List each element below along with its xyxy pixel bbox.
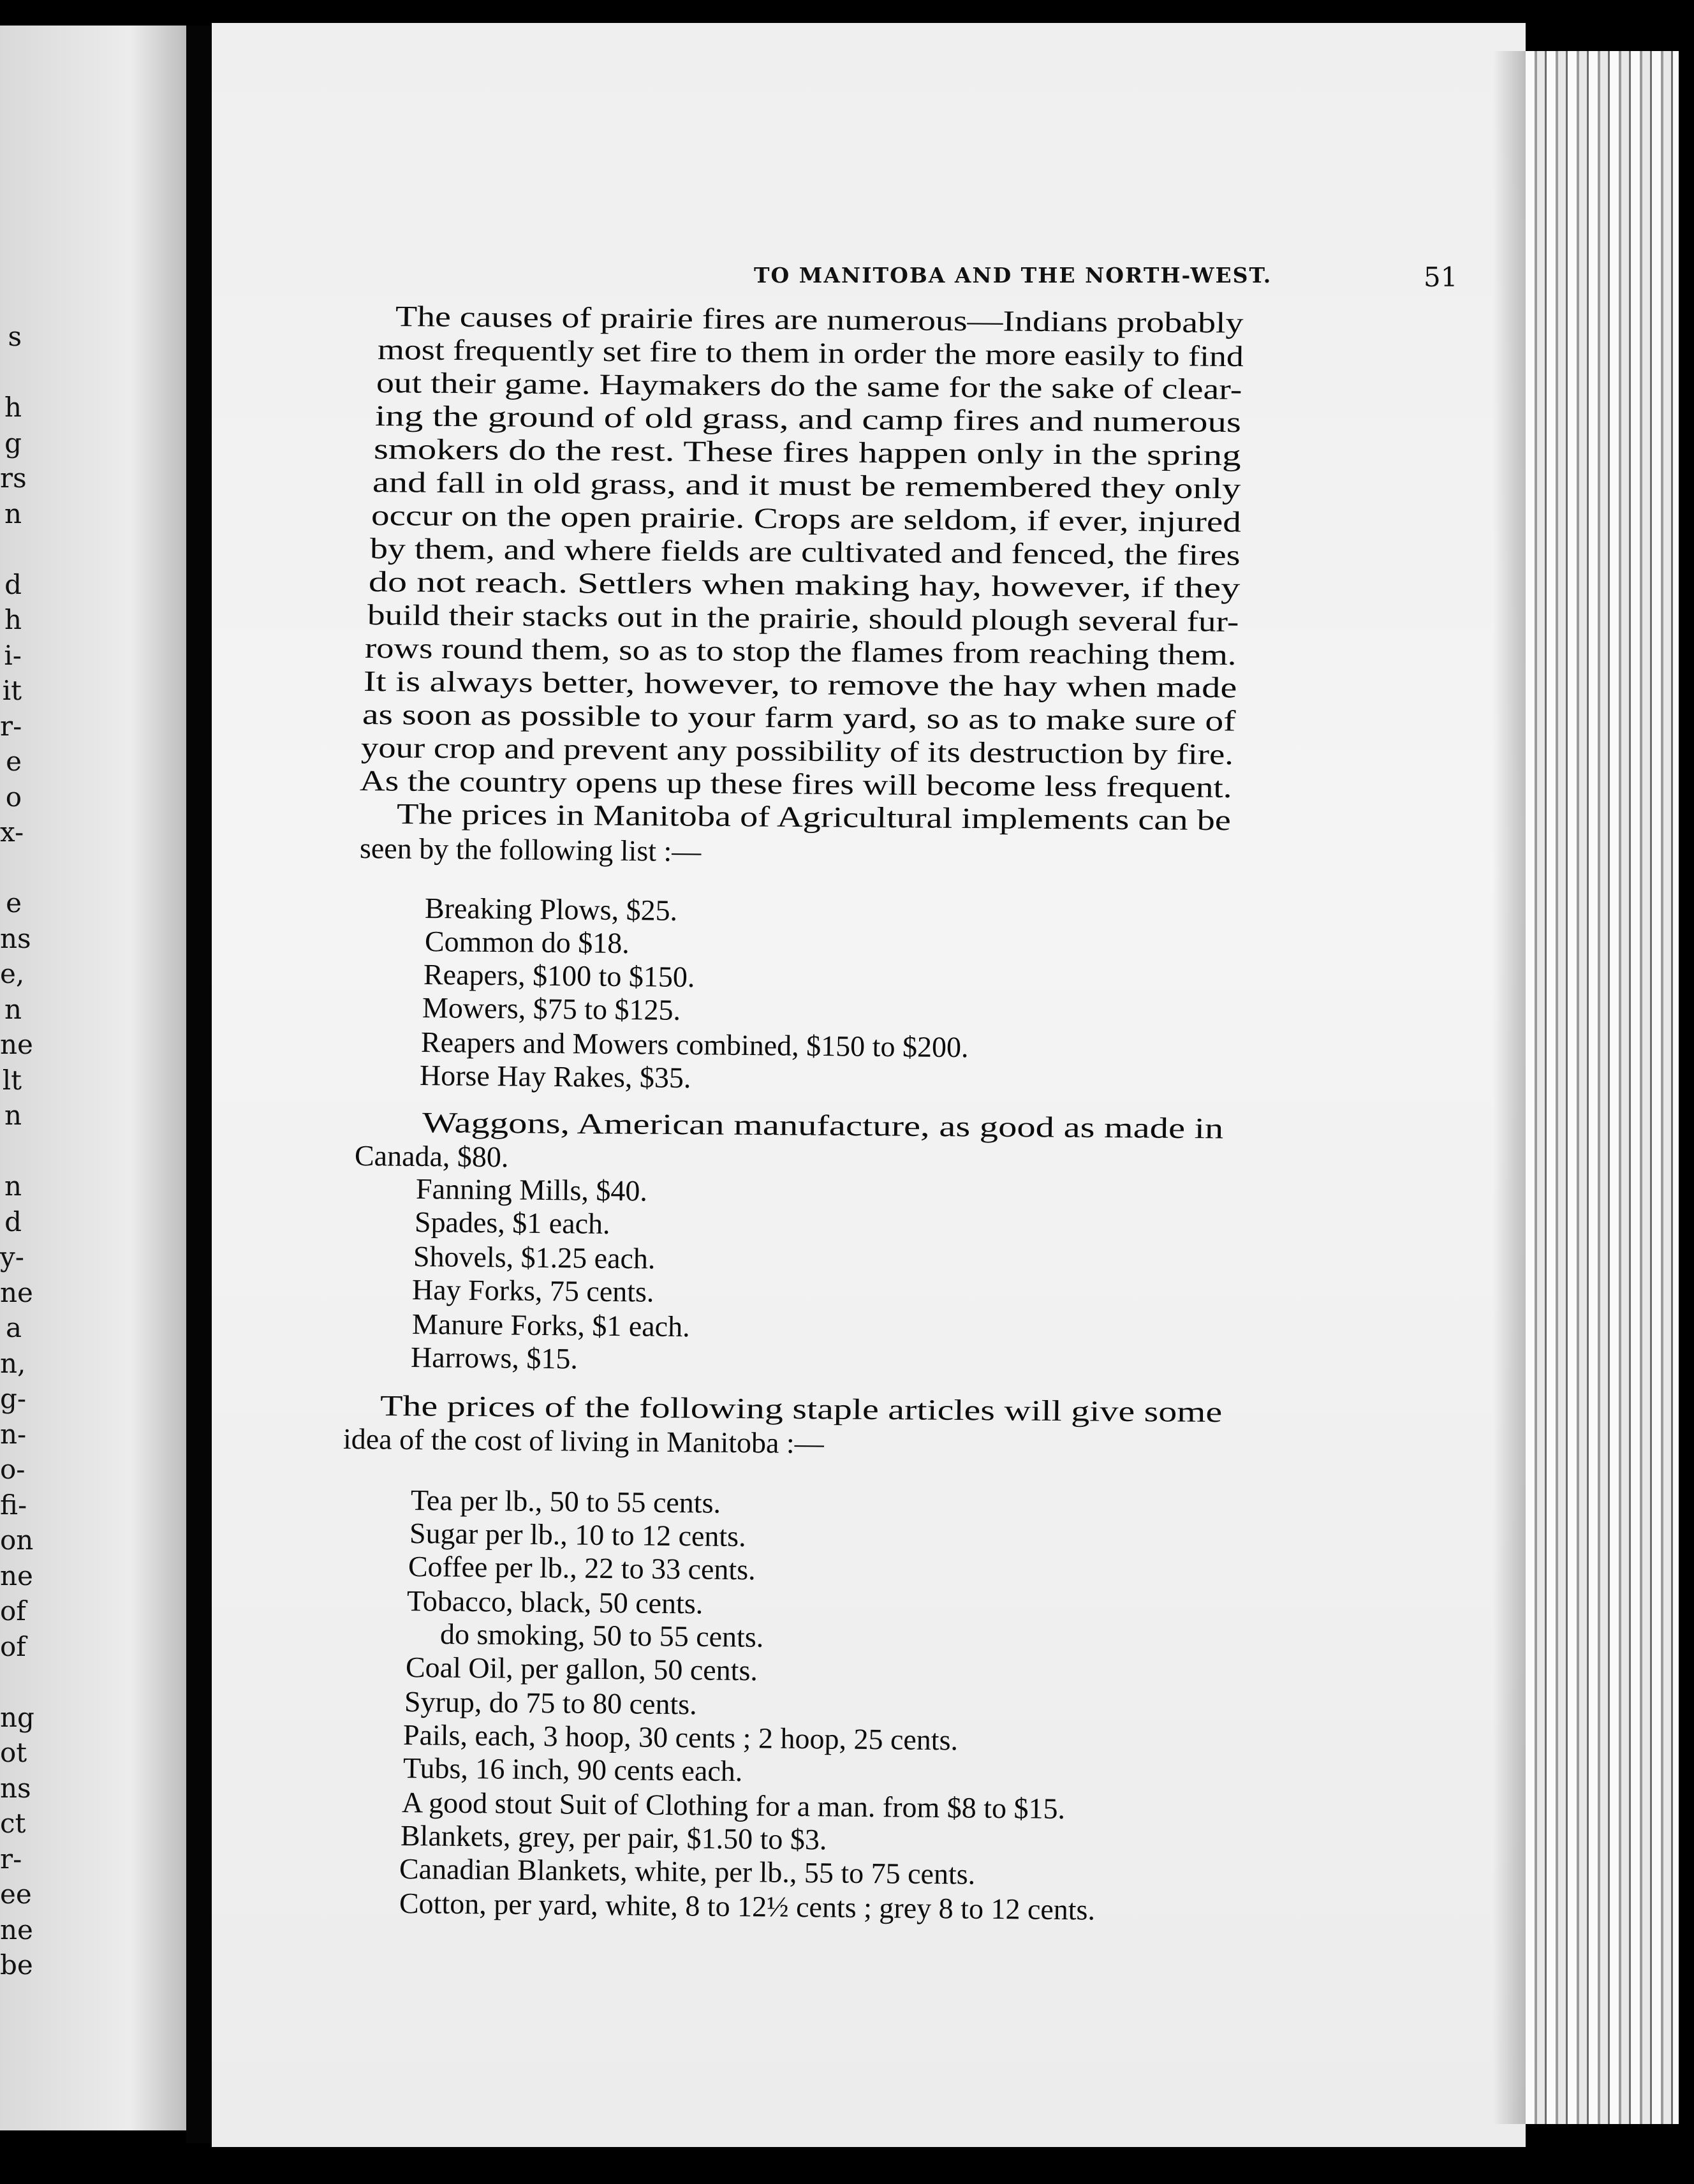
- paragraph-1-line: build their stacks out in the prairie, should plough several fur-: [367, 598, 1239, 638]
- facing-page-fragment: ne: [0, 1029, 33, 1060]
- facing-page-fragment: n: [4, 1170, 22, 1202]
- facing-page-fragment: i-: [4, 639, 22, 671]
- facing-page-fragment: g: [4, 427, 22, 459]
- facing-page-fragment: ns: [0, 1772, 31, 1804]
- staple-price-item: Syrup, do 75 to 80 cents.: [404, 1685, 697, 1721]
- staple-price-item: A good stout Suit of Clothing for a man. from $8 to $15.: [401, 1786, 1066, 1825]
- paragraph-1-line: smokers do the rest. These fires happen only in the spring: [373, 432, 1241, 472]
- facing-page-fragment: r-: [0, 1843, 22, 1875]
- facing-page-fragment: [0, 1133, 22, 1169]
- facing-page-fragment: e: [6, 887, 22, 919]
- implement-price-item: Canada, $80.: [354, 1139, 509, 1174]
- paragraph-2-line: seen by the following list :—: [359, 832, 702, 868]
- facing-page-fragment: e,: [0, 958, 25, 989]
- staple-price-item: Tea per lb., 50 to 55 cents.: [410, 1484, 721, 1519]
- page-edge-shadow: [1492, 51, 1531, 2124]
- facing-page-fragment: [0, 355, 22, 390]
- implement-price-item: Reapers and Mowers combined, $150 to $200.: [420, 1026, 969, 1064]
- implement-price-item: Breaking Plows, $25.: [424, 892, 678, 927]
- paragraph-1-line: The causes of prairie fires are numerous—Indians probably: [395, 300, 1244, 339]
- facing-page-fragment: ot: [0, 1737, 27, 1768]
- facing-page-fragment: x-: [0, 816, 24, 848]
- paragraph-1-line: rows round them, so as to stop the flames from reaching them.: [364, 631, 1237, 672]
- implement-price-item: Fanning Mills, $40.: [415, 1172, 648, 1207]
- facing-page-fragment: s: [8, 321, 22, 352]
- implement-price-item: Mowers, $75 to $125.: [422, 991, 681, 1026]
- paragraph-2-line: The prices in Manitoba of Agricultural implements can be: [396, 797, 1232, 837]
- staple-price-item: Tubs, 16 inch, 90 cents each.: [402, 1752, 743, 1788]
- paragraph-1-line: occur on the open prairie. Crops are seldom, if ever, injured: [371, 499, 1242, 538]
- paragraph-1-line: out their game. Haymakers do the same for the sake of clear-: [376, 366, 1242, 406]
- paragraph-1-line: your crop and prevent any possibility of its destruction by fire.: [360, 731, 1234, 771]
- running-head: TO MANITOBA AND THE NORTH-WEST.: [754, 263, 1272, 288]
- facing-page-fragment: h: [4, 604, 22, 635]
- page-number: 51: [1424, 262, 1458, 293]
- staple-price-item: Sugar per lb., 10 to 12 cents.: [409, 1517, 746, 1553]
- facing-page-fragment: ng: [0, 1701, 34, 1733]
- facing-page-fragment: on: [0, 1524, 34, 1556]
- facing-page-fragment: ne: [0, 1560, 33, 1591]
- facing-page-fragment: ct: [0, 1808, 26, 1839]
- staple-price-item: Coal Oil, per gallon, 50 cents.: [405, 1651, 758, 1687]
- facing-page-fragment: ne: [0, 1276, 33, 1308]
- page-edges: [1526, 51, 1679, 2124]
- facing-page-sliver: [0, 26, 186, 2130]
- paragraph-1-line: as soon as possible to your farm yard, so as to make sure of: [362, 698, 1236, 737]
- implement-price-item: Horse Hay Rakes, $35.: [419, 1059, 691, 1095]
- book-page: [212, 23, 1526, 2147]
- paragraph-1-line: and fall in old grass, and it must be remembered they only: [372, 466, 1241, 505]
- facing-page-fragment: [0, 850, 22, 886]
- facing-page-fragment: r-: [0, 710, 22, 742]
- book-gutter: [186, 26, 212, 2143]
- implement-price-item: Hay Forks, 75 cents.: [411, 1273, 654, 1308]
- facing-page-fragment: ne: [0, 1914, 33, 1945]
- facing-page-fragment: d: [4, 1206, 22, 1237]
- facing-page-fragment: o: [5, 781, 22, 813]
- facing-page-fragment: y-: [0, 1241, 24, 1273]
- implement-price-item: Harrows, $15.: [410, 1341, 578, 1375]
- facing-page-fragment: e: [6, 746, 22, 777]
- staple-price-item: Pails, each, 3 hoop, 30 cents ; 2 hoop, 25 cents.: [402, 1718, 959, 1757]
- staple-price-item: Cotton, per yard, white, 8 to 12½ cents ; grey 8 to 12 cents.: [399, 1887, 1096, 1926]
- facing-page-fragment: ee: [0, 1878, 32, 1910]
- facing-page-fragment: [0, 1664, 22, 1700]
- implement-price-item: Common do $18.: [424, 925, 630, 960]
- staple-price-item: do smoking, 50 to 55 cents.: [439, 1618, 764, 1653]
- paragraph-1-line: ing the ground of old grass, and camp fires and numerous: [374, 399, 1242, 439]
- facing-page-fragment: g-: [0, 1383, 27, 1414]
- facing-page-fragment: a: [5, 1312, 22, 1343]
- facing-page-fragment: of: [0, 1630, 26, 1662]
- paragraph-3-line: The prices of the following staple articles will give some: [379, 1389, 1223, 1429]
- facing-page-fragment: n-: [0, 1418, 27, 1450]
- facing-page-fragment: n: [4, 993, 22, 1025]
- facing-page-fragment: o-: [0, 1454, 26, 1485]
- implement-price-item: Manure Forks, $1 each.: [411, 1308, 690, 1343]
- paragraph-1-line: As the country opens up these fires will become less frequent.: [359, 764, 1232, 804]
- paragraph-1-line: most frequently set fire to them in order the more easily to find: [377, 333, 1244, 373]
- implement-price-item: Shovels, $1.25 each.: [413, 1240, 656, 1275]
- staple-price-item: Coffee per lb., 22 to 33 cents.: [408, 1550, 756, 1586]
- facing-page-fragment: n,: [0, 1347, 26, 1379]
- facing-page-fragment: be: [0, 1949, 33, 1981]
- implement-price-item: Spades, $1 each.: [414, 1206, 610, 1240]
- facing-page-fragment: n: [4, 498, 22, 529]
- facing-page-fragment: n: [4, 1100, 22, 1131]
- facing-page-fragment: ns: [0, 922, 31, 954]
- staple-price-item: Blankets, grey, per pair, $1.50 to $3.: [400, 1819, 827, 1856]
- facing-page-fragment: h: [4, 392, 22, 423]
- facing-page-fragment: lt: [2, 1064, 22, 1096]
- facing-page-fragment: d: [4, 568, 22, 600]
- facing-page-fragment: of: [0, 1595, 26, 1627]
- paragraph-1-line: by them, and where fields are cultivated and fenced, the fires: [369, 532, 1241, 572]
- implement-price-item: Waggons, American manufacture, as good as made in: [422, 1106, 1224, 1145]
- implement-price-item: Reapers, $100 to $150.: [423, 958, 695, 994]
- paragraph-3-line: idea of the cost of living in Manitoba :—: [342, 1422, 824, 1460]
- staple-price-item: Tobacco, black, 50 cents.: [406, 1584, 703, 1620]
- facing-page-fragment: [0, 531, 22, 567]
- paragraph-1-line: It is always better, however, to remove the hay when made: [363, 665, 1237, 704]
- facing-page-margin-text: [0, 319, 34, 1983]
- paragraph-1-line: do not reach. Settlers when making hay, however, if they: [368, 565, 1241, 605]
- staple-price-item: Canadian Blankets, white, per lb., 55 to 75 cents.: [399, 1852, 976, 1891]
- facing-page-fragment: fi-: [0, 1489, 27, 1521]
- facing-page-fragment: it: [2, 675, 22, 706]
- facing-page-fragment: rs: [0, 462, 27, 494]
